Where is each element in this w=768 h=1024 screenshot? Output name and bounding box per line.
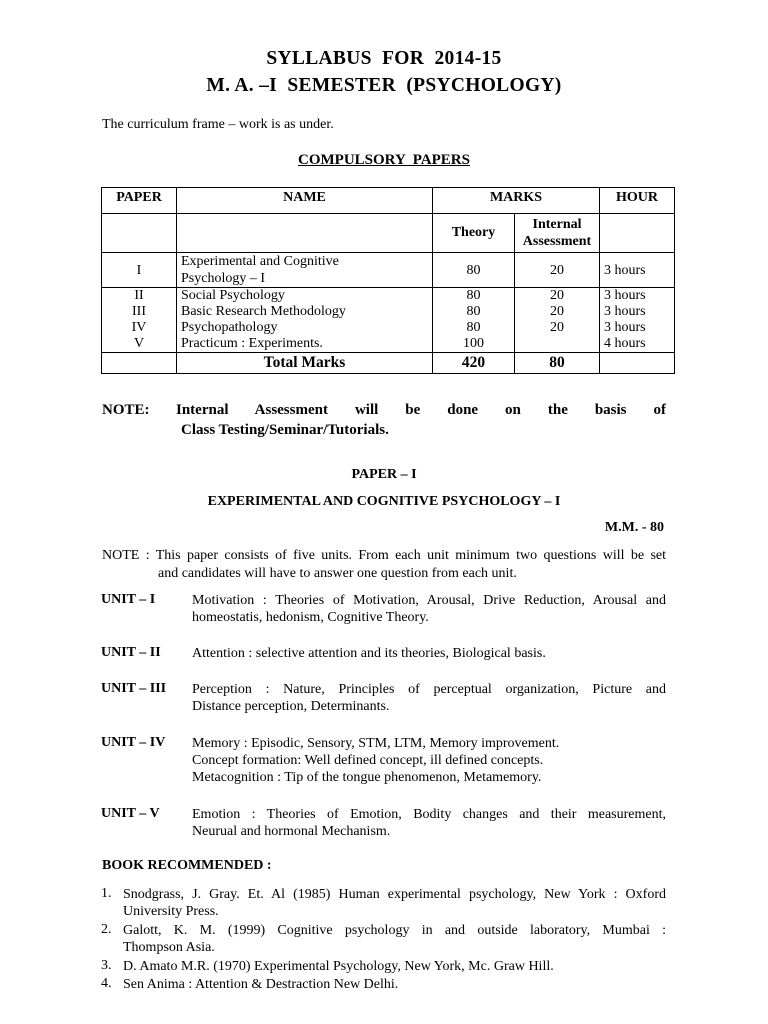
cell-theory: 80: [433, 320, 515, 336]
book-entry: Snodgrass, J. Gray. Et. Al (1985) Human experimental psychology, New York : Oxford University Press.: [123, 887, 666, 919]
intro-text: The curriculum frame – work is as under.: [102, 117, 334, 132]
cell-theory: 100: [433, 336, 515, 353]
paper-title: EXPERIMENTAL AND COGNITIVE PSYCHOLOGY – I: [207, 494, 561, 509]
unit-label: UNIT – III: [101, 681, 167, 696]
page-title-line1: SYLLABUS FOR 2014-15: [266, 48, 502, 69]
book-number: 3.: [101, 958, 112, 973]
unit-description: Attention : selective attention and its theories, Biological basis.: [192, 646, 546, 661]
note-line1: Internal Assessment will be done on the basis of: [176, 402, 666, 418]
compulsory-papers-heading: COMPULSORY PAPERS: [298, 152, 470, 168]
book-number: 4.: [101, 976, 112, 991]
cell-hour: 3 hours: [600, 320, 675, 336]
cell-hour: 3 hours: [600, 253, 675, 288]
table-row: [102, 336, 675, 353]
col-header-paper: PAPER: [102, 188, 177, 214]
table-row: [102, 304, 675, 320]
total-theory: 420: [433, 353, 515, 374]
unit-description: Perception : Nature, Principles of perceptual organization, Picture and Distance perception, Determinants.: [192, 682, 666, 714]
table-row: [102, 253, 675, 288]
unit-description: Motivation : Theories of Motivation, Arousal, Drive Reduction, Arousal and homeostatis, hedonism, Cognitive Theory.: [192, 593, 666, 625]
cell-name: Experimental and Cognitive Psychology – I: [177, 253, 433, 288]
unit-label: UNIT – I: [101, 592, 156, 607]
col-header-theory: Theory: [433, 214, 515, 253]
cell-name: Social Psychology: [177, 288, 433, 305]
books-heading: BOOK RECOMMENDED :: [102, 858, 272, 873]
cell-paper: II: [102, 288, 177, 305]
cell-paper: IV: [102, 320, 177, 336]
unit-description: Memory : Episodic, Sensory, STM, LTM, Memory improvement. Concept formation: Well defined concept, ill defined concepts. Metacognition : Tip of the tongue phenomenon, Metamemory.: [192, 736, 560, 785]
paper-note-line2: and candidates will have to answer one question from each unit.: [158, 566, 517, 581]
book-entry: Galott, K. M. (1999) Cognitive psychology in and outside laboratory, Mumbai : Thompson Asia.: [123, 923, 666, 955]
cell-internal: 20: [515, 288, 600, 305]
cell-internal: 20: [515, 304, 600, 320]
col-header-hour: HOUR: [600, 188, 675, 214]
unit-label: UNIT – IV: [101, 735, 166, 750]
col-header-name: NAME: [177, 188, 433, 214]
cell-paper: V: [102, 336, 177, 353]
cell-theory: 80: [433, 253, 515, 288]
cell-internal: [515, 336, 600, 353]
col-header-marks: MARKS: [433, 188, 600, 214]
paper-note-line1: NOTE : This paper consists of five units. From each unit minimum two questions will be set: [102, 548, 666, 563]
cell-name: Basic Research Methodology: [177, 304, 433, 320]
cell-hour: 4 hours: [600, 336, 675, 353]
compulsory-papers-table: [101, 187, 675, 374]
note-label: NOTE:: [102, 402, 150, 418]
cell-name: Psychopathology: [177, 320, 433, 336]
cell-paper: III: [102, 304, 177, 320]
cell-internal: 20: [515, 320, 600, 336]
total-internal: 80: [515, 353, 600, 374]
unit-label: UNIT – II: [101, 645, 161, 660]
cell-hour: 3 hours: [600, 288, 675, 305]
note-line2: Class Testing/Seminar/Tutorials.: [181, 422, 389, 438]
paper-heading: PAPER – I: [351, 467, 417, 482]
table-total-row: [102, 353, 675, 374]
total-marks-label: Total Marks: [177, 353, 433, 374]
table-row: [102, 320, 675, 336]
col-header-internal-assessment: Internal Assessment: [515, 214, 600, 253]
unit-description: Emotion : Theories of Emotion, Bodity changes and their measurement, Neurual and hormonal Mechanism.: [192, 807, 666, 839]
book-entry: Sen Anima : Attention & Destraction New Delhi.: [123, 977, 399, 992]
page-title-line2: M. A. –I SEMESTER (PSYCHOLOGY): [206, 75, 562, 96]
cell-name: Practicum : Experiments.: [177, 336, 433, 353]
cell-theory: 80: [433, 304, 515, 320]
cell-internal: 20: [515, 253, 600, 288]
book-number: 2.: [101, 922, 112, 937]
book-number: 1.: [101, 886, 112, 901]
max-marks: M.M. - 80: [604, 520, 664, 535]
table-row: [102, 288, 675, 305]
cell-paper: I: [102, 253, 177, 288]
book-entry: D. Amato M.R. (1970) Experimental Psychology, New York, Mc. Graw Hill.: [123, 959, 554, 974]
unit-label: UNIT – V: [101, 806, 160, 821]
cell-theory: 80: [433, 288, 515, 305]
cell-hour: 3 hours: [600, 304, 675, 320]
